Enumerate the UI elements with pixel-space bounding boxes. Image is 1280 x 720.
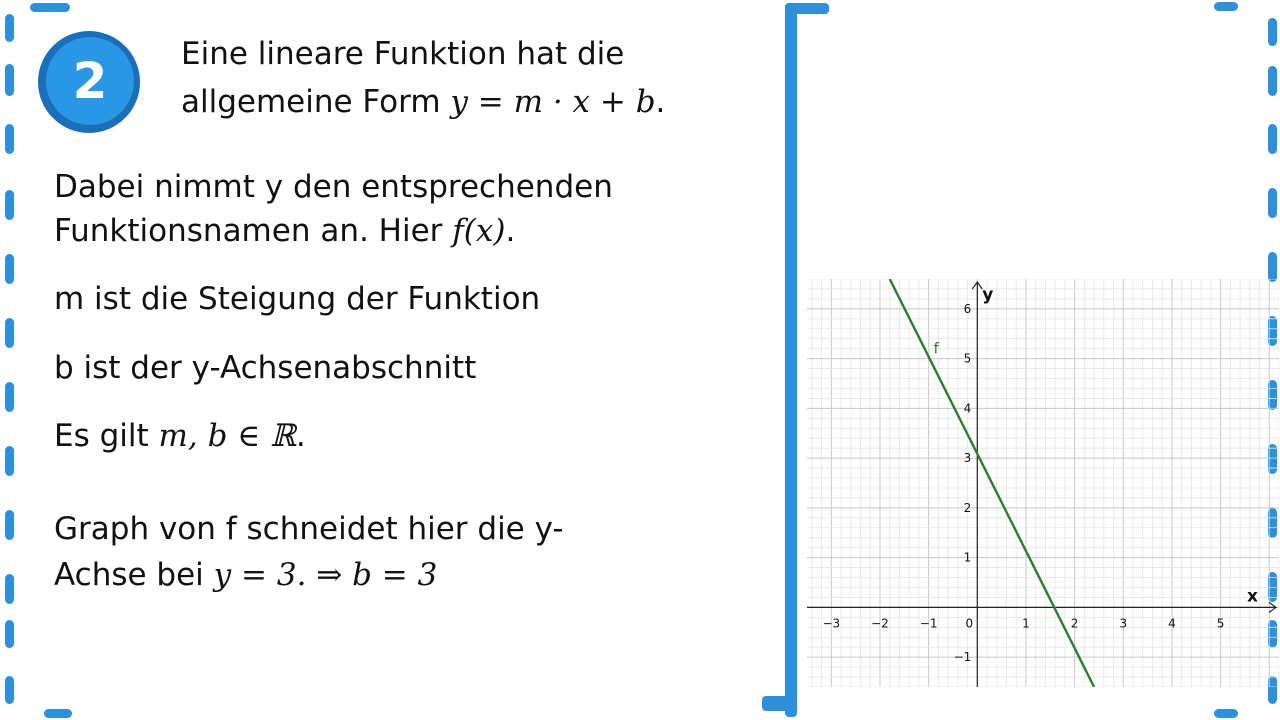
- x-tick-label: −3: [822, 616, 841, 631]
- intro-line-2-text: allgemeine Form: [181, 84, 451, 120]
- para4-text: Es gilt: [54, 418, 159, 454]
- y-tick-label: 1: [963, 550, 972, 565]
- frame-dash: [1268, 188, 1277, 218]
- para1-line-2: [54, 208, 515, 254]
- divider-bracket: [762, 696, 797, 711]
- frame-dash: [1268, 252, 1277, 282]
- frame-dash: [1268, 66, 1277, 96]
- para1-line-1: Dabei nimmt y den entsprechenden: [54, 169, 613, 205]
- intro-line-2-end: .: [655, 84, 666, 120]
- step-number-badge: [38, 31, 140, 133]
- x-tick-label: −1: [919, 616, 938, 631]
- x-tick-label: 1: [1022, 616, 1030, 631]
- intro-line-2: [181, 79, 665, 125]
- frame-dash: [5, 620, 14, 648]
- x-tick-label: 2: [1070, 616, 1079, 631]
- para2: m ist die Steigung der Funktion: [54, 281, 541, 317]
- conclusion-line-2-text: Achse bei: [54, 557, 214, 593]
- y-tick-label: 6: [963, 301, 972, 316]
- frame-dash: [1214, 2, 1238, 11]
- para4: [54, 413, 306, 459]
- x-tick-label: 5: [1216, 616, 1225, 631]
- frame-dash: [5, 574, 14, 604]
- divider-bracket: [785, 3, 829, 14]
- line-label-f: f: [933, 339, 939, 358]
- para1-line-2-text: Funktionsnamen an. Hier: [54, 213, 453, 249]
- frame-dash: [1268, 124, 1277, 154]
- frame-dash: [5, 446, 14, 476]
- step-number: 2: [46, 37, 134, 125]
- para1-line-2-end: .: [505, 213, 516, 249]
- x-axis-label: x: [1247, 586, 1258, 607]
- para3: b ist der y-Achsenabschnitt: [54, 350, 477, 386]
- para4-formula: m, b ∈ ℝ: [158, 418, 296, 454]
- y-tick-label: 4: [963, 401, 972, 416]
- x-tick-label: 4: [1168, 616, 1176, 631]
- frame-dash: [30, 3, 70, 12]
- x-tick-label: −2: [871, 616, 889, 631]
- y-tick-label: 2: [963, 500, 972, 515]
- frame-dash: [5, 318, 14, 348]
- conclusion-formula: y = 3. ⇒ b = 3: [213, 557, 438, 593]
- y-tick-label: 3: [963, 451, 972, 466]
- intro-line-1: Eine lineare Funktion hat die: [181, 36, 625, 72]
- function-graph: [807, 279, 1279, 687]
- frame-dash: [5, 190, 14, 220]
- y-tick-label: 5: [963, 351, 972, 366]
- frame-dash: [5, 510, 14, 540]
- para1-formula: f(x): [452, 213, 506, 249]
- intro-formula: y = m · x + b: [450, 84, 656, 120]
- frame-dash: [5, 124, 14, 154]
- x-tick-label: 3: [1119, 616, 1128, 631]
- frame-dash: [5, 382, 14, 412]
- frame-dash: [5, 254, 14, 284]
- frame-dash: [5, 14, 14, 42]
- frame-dash: [1214, 709, 1238, 718]
- para4-end: .: [295, 418, 306, 454]
- conclusion-line-2: [54, 552, 437, 598]
- divider-bracket: [785, 3, 797, 717]
- frame-dash: [1268, 18, 1277, 46]
- x-tick-label: 0: [965, 616, 974, 631]
- y-axis-label: y: [982, 285, 994, 305]
- y-tick-label: −1: [953, 650, 972, 665]
- frame-dash: [44, 709, 72, 718]
- conclusion-line-1: Graph von f schneidet hier die y-: [54, 511, 564, 547]
- frame-dash: [5, 64, 14, 96]
- frame-dash: [5, 676, 14, 704]
